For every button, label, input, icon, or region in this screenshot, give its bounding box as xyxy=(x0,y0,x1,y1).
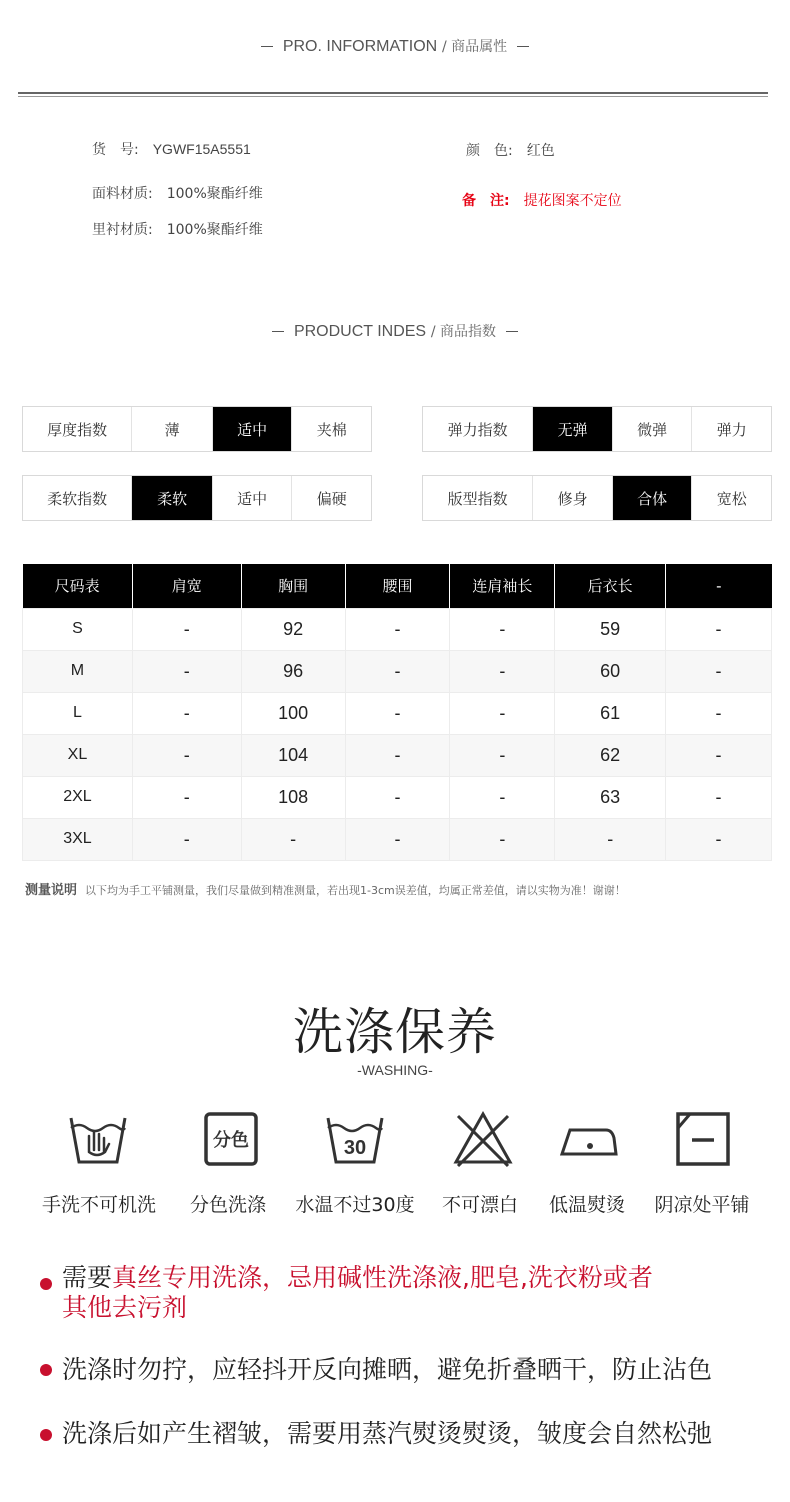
header-cell: - xyxy=(666,564,772,608)
lining-value: 100%聚酯纤维 xyxy=(166,222,263,238)
table-cell: M xyxy=(23,650,133,692)
measurement-note-text: 以下均为手工平铺测量，我们尽量做到精准测量，若出现1-3cm误差值，均属正常差值，请以实物为准！谢谢！ xyxy=(85,884,626,897)
measurement-note-label: 测量说明 xyxy=(25,883,78,898)
table-row xyxy=(23,650,772,692)
index-option-selected: 无弹 xyxy=(533,407,613,451)
fabric-row xyxy=(92,183,263,203)
color-row xyxy=(466,140,555,160)
index-option-selected: 合体 xyxy=(613,476,693,520)
table-cell: 2XL xyxy=(23,776,133,818)
table-cell: 3XL xyxy=(23,818,133,860)
index-option: 适中 xyxy=(213,476,293,520)
table-cell: - xyxy=(666,650,772,692)
index-option: 夹棉 xyxy=(316,420,347,439)
table-cell: - xyxy=(345,608,450,650)
lining-label: 里衬材质: xyxy=(92,222,153,238)
icon-fense-text: 分色 xyxy=(213,1130,249,1151)
item-no-value: YGWF15A5551 xyxy=(152,141,251,157)
tip-1-line2: 其他去污剂 xyxy=(62,1293,188,1322)
hand-wash-icon xyxy=(67,1108,129,1170)
table-cell: - xyxy=(132,734,241,776)
table-cell: - xyxy=(345,692,450,734)
pro-info-title-en: PRO. INFORMATION xyxy=(282,38,438,55)
table-cell: - xyxy=(450,650,555,692)
fabric-label: 面料材质: xyxy=(92,186,153,202)
table-cell: - xyxy=(450,734,555,776)
remark-row xyxy=(462,190,622,210)
table-cell: L xyxy=(23,692,133,734)
table-cell: - xyxy=(132,692,241,734)
index-option: 偏硬 xyxy=(316,489,347,508)
care-label-low-iron: 低温熨烫 xyxy=(548,1194,625,1216)
heading-dash-right xyxy=(517,46,529,47)
table-cell: - xyxy=(345,818,450,860)
tip-1-highlight: 真丝专用洗涤，忌用碱性洗涤液,肥皂,洗衣粉或者 xyxy=(112,1263,653,1292)
table-cell: - xyxy=(345,734,450,776)
elasticity-index xyxy=(422,406,772,452)
table-cell: S xyxy=(23,608,133,650)
thickness-index xyxy=(22,406,372,452)
table-cell: 61 xyxy=(555,692,666,734)
separate-color-wash-icon xyxy=(200,1108,262,1170)
care-label-separate-wash: 分色洗涤 xyxy=(189,1194,266,1216)
care-label-hand-wash: 手洗不可机洗 xyxy=(41,1194,156,1216)
index-label: 版型指数 xyxy=(423,476,533,520)
table-cell: - xyxy=(450,692,555,734)
table-cell: 60 xyxy=(555,650,666,692)
header-cell: 肩宽 xyxy=(132,564,241,608)
index-label: 厚度指数 xyxy=(23,407,132,451)
heading-dash-left xyxy=(261,46,273,47)
table-row xyxy=(23,734,772,776)
index-label: 弹力指数 xyxy=(423,407,533,451)
product-index-heading xyxy=(0,321,790,341)
table-cell: - xyxy=(450,608,555,650)
table-cell: - xyxy=(666,608,772,650)
remark-value: 提花图案不定位 xyxy=(523,193,622,209)
low-iron-icon xyxy=(556,1108,618,1170)
lining-row xyxy=(92,219,263,239)
tip-2: 洗涤时勿拧，应轻抖开反向摊晒，避免折叠晒干，防止沾色 xyxy=(62,1355,713,1384)
fabric-value: 100%聚酯纤维 xyxy=(166,186,263,202)
table-row xyxy=(23,776,772,818)
product-index-title-cn: / 商品指数 xyxy=(430,324,497,340)
color-value: 红色 xyxy=(526,143,555,159)
tip-bullet xyxy=(40,1364,52,1376)
header-cell: 腰围 xyxy=(345,564,450,608)
table-cell: 62 xyxy=(555,734,666,776)
table-cell: 96 xyxy=(241,650,345,692)
pro-info-heading xyxy=(0,36,790,56)
table-cell: - xyxy=(132,818,241,860)
table-cell: - xyxy=(132,608,241,650)
index-option: 弹力 xyxy=(716,420,747,439)
table-cell: - xyxy=(132,776,241,818)
dry-flat-shade-icon xyxy=(672,1108,734,1170)
care-label-no-bleach: 不可漂白 xyxy=(441,1194,518,1216)
tip-1 xyxy=(62,1263,653,1323)
table-row xyxy=(23,818,772,860)
tip-1-prefix: 需要 xyxy=(62,1263,113,1292)
table-cell: 100 xyxy=(241,692,345,734)
table-row xyxy=(23,608,772,650)
item-no-row xyxy=(92,139,251,159)
table-cell: - xyxy=(345,650,450,692)
pro-info-title-cn: / 商品属性 xyxy=(441,39,508,55)
index-option: 宽松 xyxy=(716,489,747,508)
index-option: 薄 xyxy=(132,407,213,451)
tip-bullet xyxy=(40,1429,52,1441)
table-cell: - xyxy=(555,818,666,860)
index-option-selected: 适中 xyxy=(213,407,293,451)
heading-dash-left xyxy=(272,331,284,332)
table-cell: - xyxy=(345,776,450,818)
product-index-title-en: PRODUCT INDES xyxy=(293,323,427,340)
table-cell: - xyxy=(666,692,772,734)
washing-title: 洗涤保养 xyxy=(293,1003,497,1061)
table-cell: 104 xyxy=(241,734,345,776)
tip-3: 洗涤后如产生褶皱，需要用蒸汽熨烫熨烫，皱度会自然松弛 xyxy=(62,1419,713,1448)
table-cell: 63 xyxy=(555,776,666,818)
table-cell: - xyxy=(666,776,772,818)
care-label-30-degree: 水温不过30度 xyxy=(295,1194,415,1216)
table-cell: 108 xyxy=(241,776,345,818)
table-cell: - xyxy=(450,776,555,818)
size-table-header xyxy=(23,564,772,608)
size-table xyxy=(22,564,772,861)
table-cell: - xyxy=(132,650,241,692)
no-bleach-icon xyxy=(452,1108,514,1170)
heading-dash-right xyxy=(506,331,518,332)
item-no-label: 货 号: xyxy=(92,142,139,158)
table-cell: XL xyxy=(23,734,133,776)
tip-bullet xyxy=(40,1278,52,1290)
index-option: 微弹 xyxy=(613,407,693,451)
header-cell: 后衣长 xyxy=(555,564,666,608)
icon-30-text: 30 xyxy=(343,1137,367,1159)
header-cell: 尺码表 xyxy=(23,564,133,608)
measurement-note xyxy=(25,879,626,898)
index-option: 修身 xyxy=(533,476,613,520)
table-cell: - xyxy=(450,818,555,860)
table-row xyxy=(23,692,772,734)
index-option-selected: 柔软 xyxy=(132,476,213,520)
section-divider xyxy=(18,92,768,97)
table-cell: - xyxy=(666,734,772,776)
table-cell: - xyxy=(666,818,772,860)
remark-label: 备 注: xyxy=(462,193,510,209)
header-cell: 胸围 xyxy=(241,564,345,608)
table-cell: 59 xyxy=(555,608,666,650)
fit-index xyxy=(422,475,772,521)
care-label-dry-flat: 阴凉处平铺 xyxy=(654,1194,750,1216)
table-cell: 92 xyxy=(241,608,345,650)
wash-30-degree-icon xyxy=(324,1108,386,1170)
color-label: 颜 色: xyxy=(466,143,513,159)
header-cell: 连肩袖长 xyxy=(450,564,555,608)
softness-index xyxy=(22,475,372,521)
washing-subtitle: -WASHING- xyxy=(357,1062,433,1078)
table-cell: - xyxy=(241,818,345,860)
index-label: 柔软指数 xyxy=(23,476,132,520)
